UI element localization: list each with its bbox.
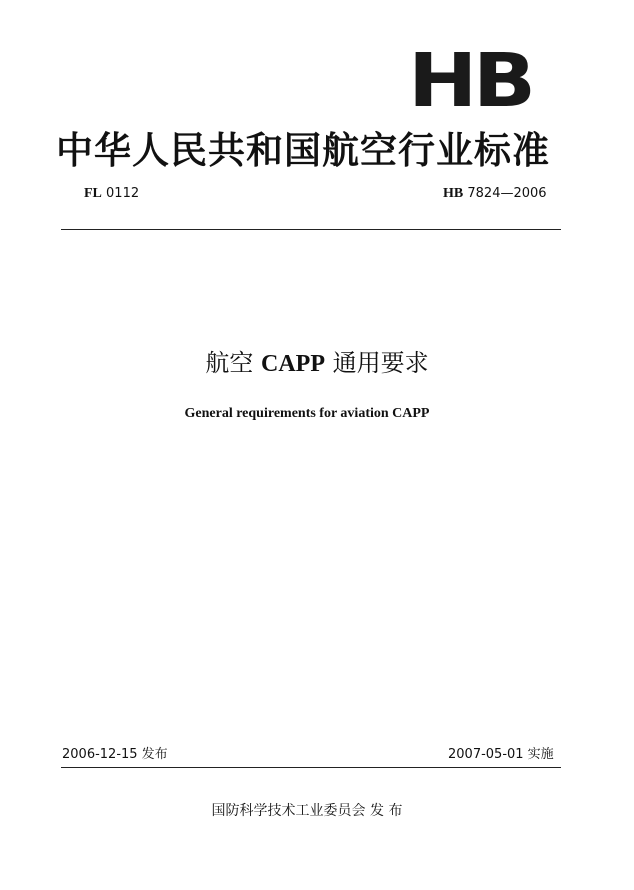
title-latin: CAPP: [261, 351, 325, 377]
classification-number: 0112: [106, 186, 140, 201]
document-title: [0, 343, 634, 378]
hb-logo: HB: [408, 38, 532, 124]
standard-category-title: 中华人民共和国航空行业标准: [56, 129, 550, 172]
top-divider: [61, 229, 561, 230]
standard-number: [443, 186, 547, 202]
document-title-english: General requirements for aviation CAPP: [184, 406, 430, 421]
issue-date: 2006-12-15 发布: [62, 747, 168, 762]
standard-number-value: 7824—2006: [467, 186, 547, 201]
standard-number-prefix: HB: [443, 186, 464, 201]
title-cn-part1: 航空: [205, 349, 254, 377]
effective-date: 2007-05-01 实施: [448, 747, 554, 762]
issuing-authority: 国防科学技术工业委员会 发 布: [211, 803, 403, 819]
classification-label: FL: [84, 186, 102, 201]
bottom-divider: [61, 767, 561, 768]
title-cn-part2: 通用要求: [332, 349, 429, 377]
classification-code: [84, 186, 139, 202]
